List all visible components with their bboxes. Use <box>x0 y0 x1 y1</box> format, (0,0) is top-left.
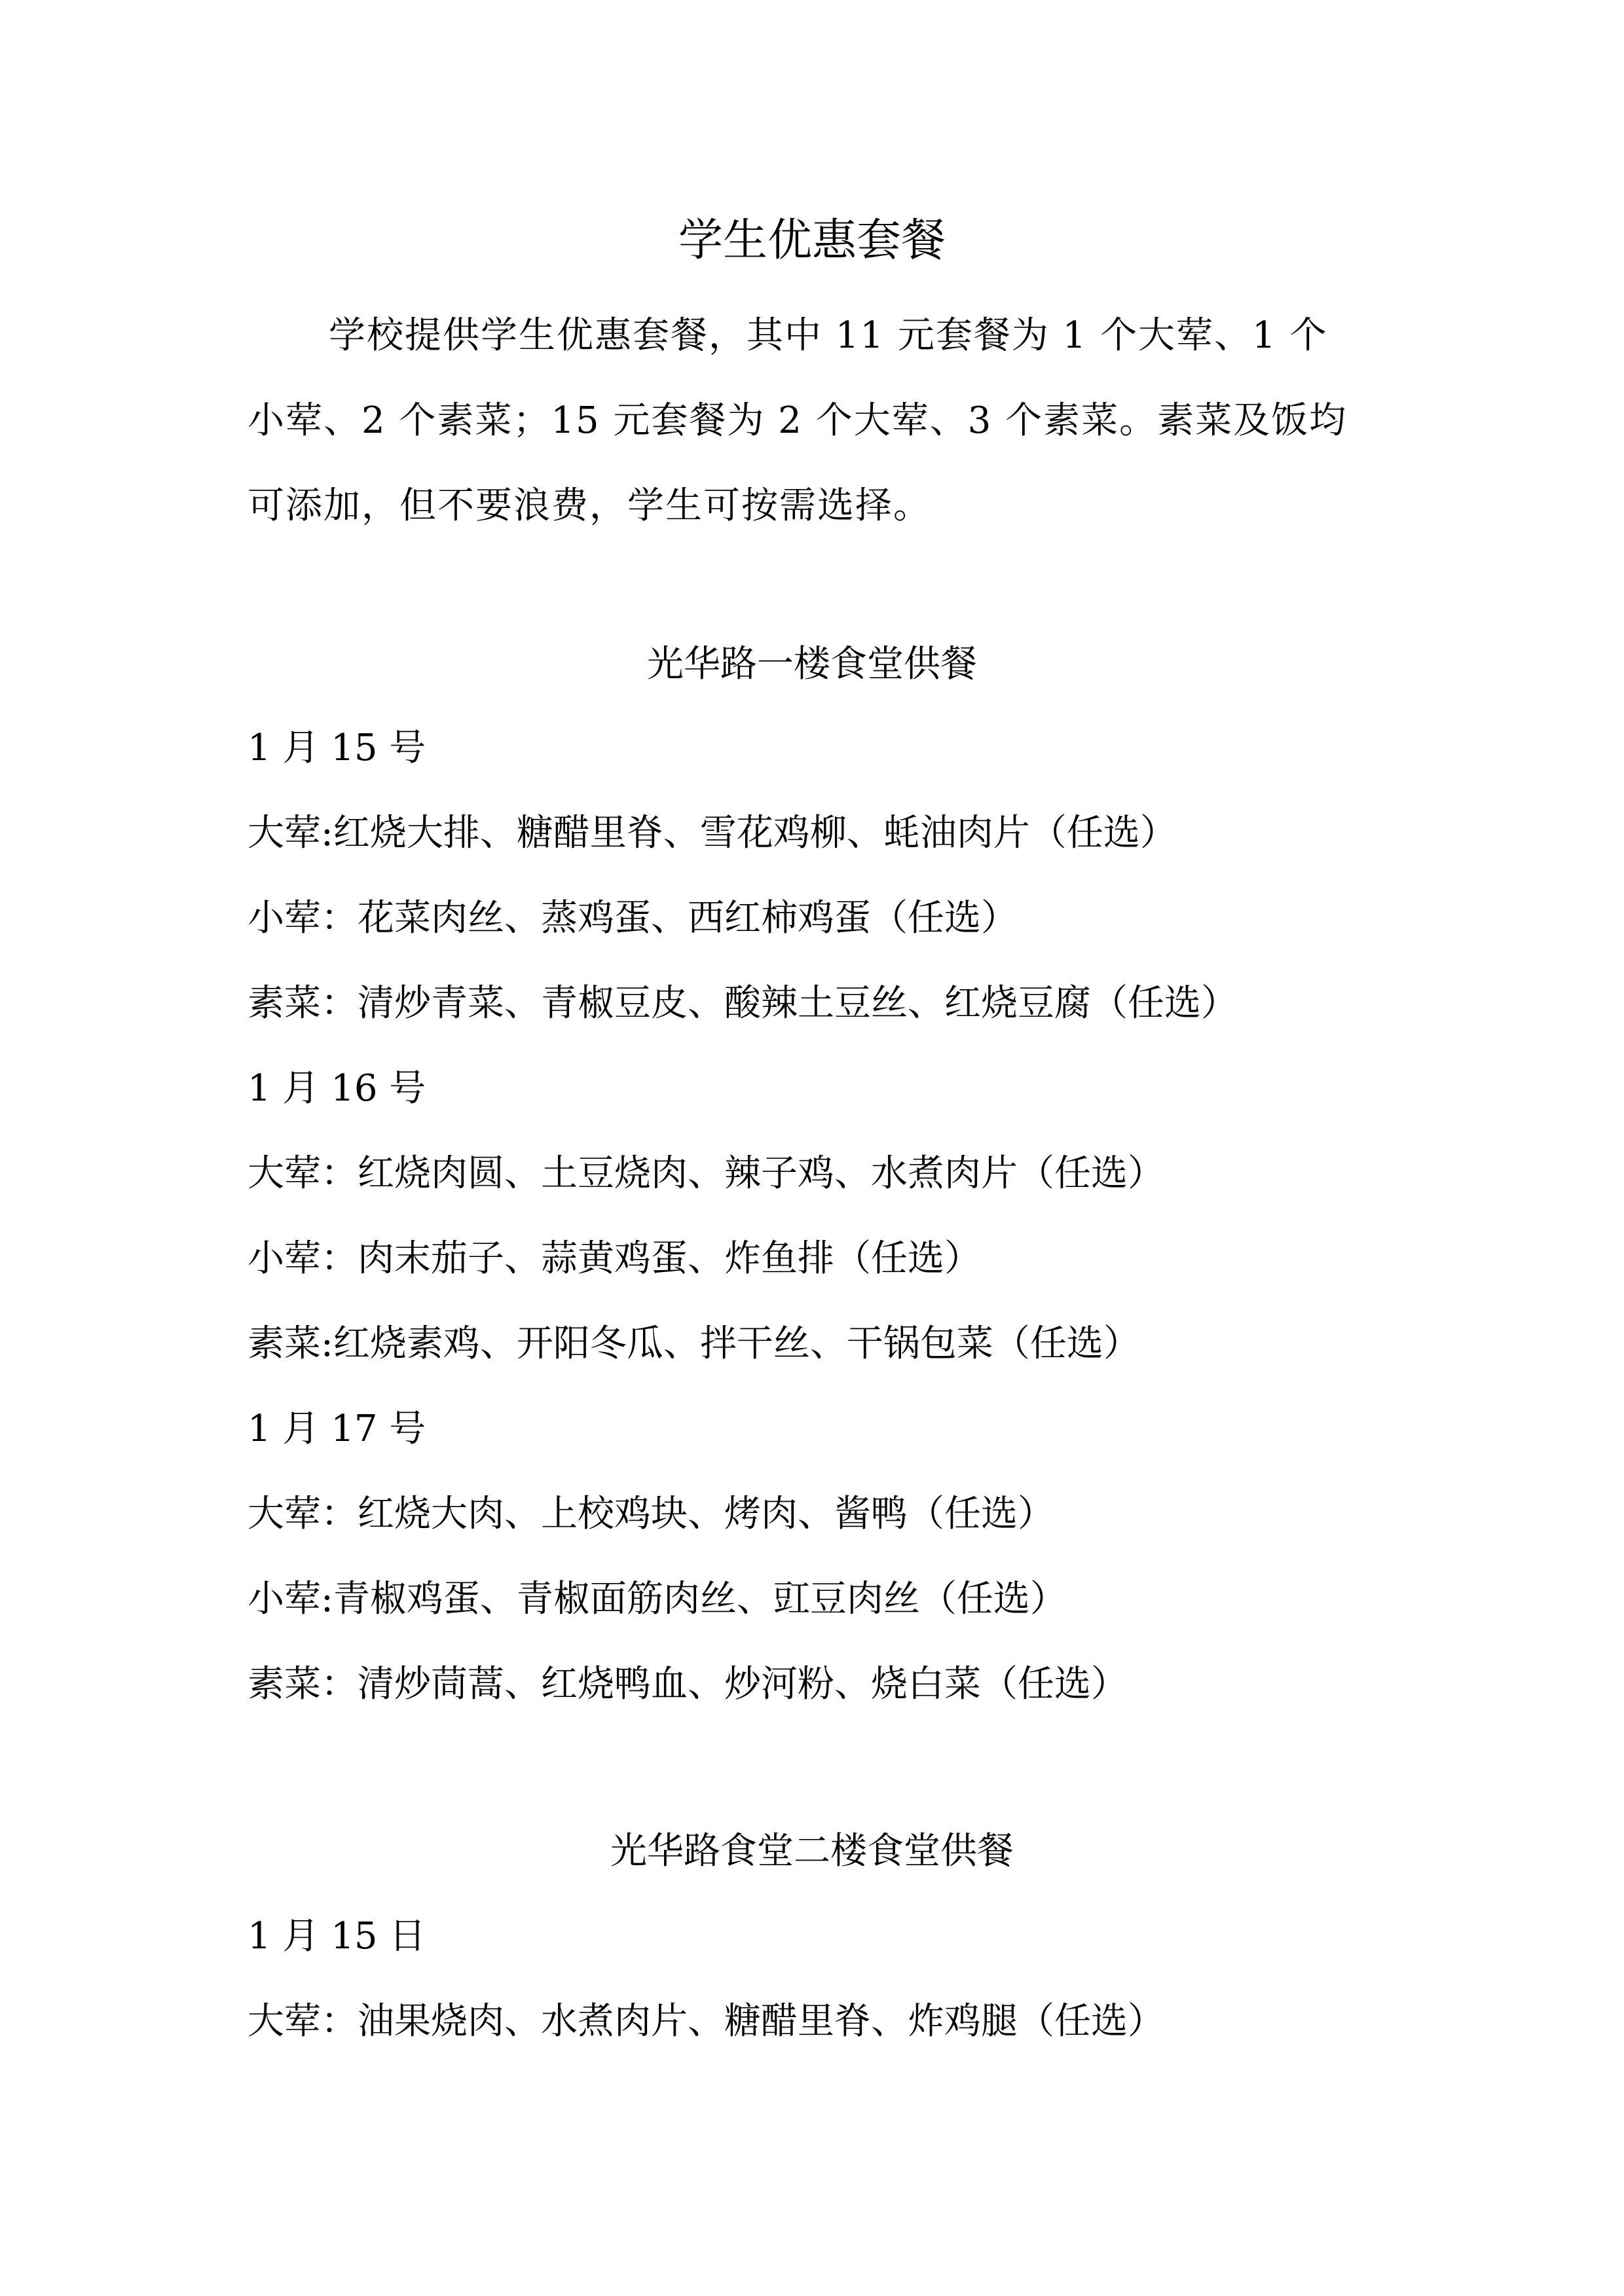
section-title-second-floor: 光华路食堂二楼食堂供餐 <box>610 1830 1014 1872</box>
intro-paragraph <box>248 293 1387 549</box>
date-jan-15-second-floor: 1 月 15 日 <box>248 1915 426 1958</box>
page-title: 学生优惠套餐 <box>678 215 946 266</box>
menu-line-side: 小荤：花菜肉丝、蒸鸡蛋、西红柿鸡蛋（任选） <box>248 897 1018 939</box>
menu-line-meat: 大荤:红烧大排、糖醋里脊、雪花鸡柳、蚝油肉片（任选） <box>248 812 1177 854</box>
menu-line-vegetable: 素菜:红烧素鸡、开阳冬瓜、拌干丝、干锅包菜（任选） <box>248 1322 1140 1365</box>
menu-line-side: 小荤：肉末茄子、蒜黄鸡蛋、炸鱼排（任选） <box>248 1237 981 1280</box>
date-jan-17: 1 月 17 号 <box>248 1408 426 1450</box>
menu-line-vegetable: 素菜：清炒茼蒿、红烧鸭血、炒河粉、烧白菜（任选） <box>248 1663 1128 1705</box>
intro-line-2: 小荤、2 个素菜；15 元套餐为 2 个大荤、3 个素菜。素菜及饭均 <box>248 399 1348 442</box>
menu-line-meat: 大荤：红烧大肉、上校鸡块、烤肉、酱鸭（任选） <box>248 1493 1054 1535</box>
date-jan-16: 1 月 16 号 <box>248 1067 426 1110</box>
section-title-first-floor: 光华路一楼食堂供餐 <box>647 643 977 685</box>
date-jan-15: 1 月 15 号 <box>248 727 426 769</box>
intro-line-1: 学校提供学生优惠套餐，其中 11 元套餐为 1 个大荤、1 个 <box>329 314 1328 357</box>
intro-line-3: 可添加，但不要浪费，学生可按需选择。 <box>248 484 931 527</box>
menu-line-meat: 大荤：油果烧肉、水煮肉片、糖醋里脊、炸鸡腿（任选） <box>248 2000 1164 2043</box>
menu-line-vegetable: 素菜：清炒青菜、青椒豆皮、酸辣土豆丝、红烧豆腐（任选） <box>248 982 1238 1025</box>
menu-line-meat: 大荤：红烧肉圆、土豆烧肉、辣子鸡、水煮肉片（任选） <box>248 1152 1164 1195</box>
menu-line-side: 小荤:青椒鸡蛋、青椒面筋肉丝、豇豆肉丝（任选） <box>248 1578 1067 1620</box>
